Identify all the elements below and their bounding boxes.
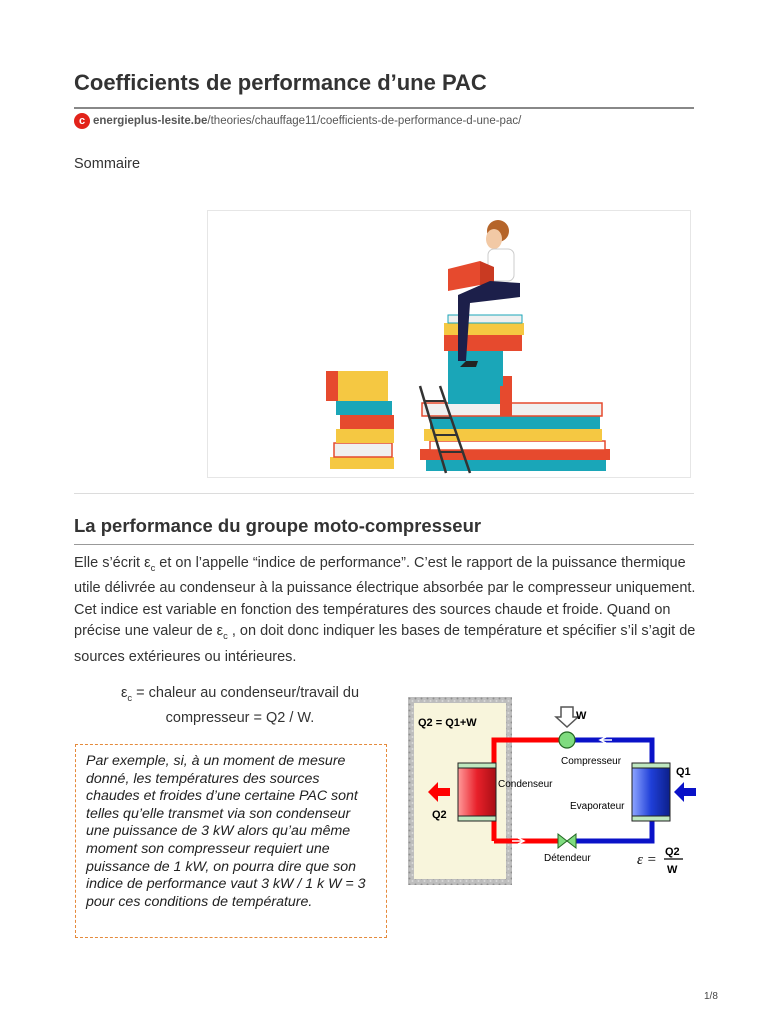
paragraph-part-3: , on doit donc indiquer les bases de température et spécifier s’il s’agit de sources extérieures ou intérieures. bbox=[74, 623, 696, 665]
hero-illustration bbox=[207, 210, 691, 478]
example-text: Par exemple, si, à un moment de mesure donné, les températures des sources chaudes et froides d’une certaine PAC sont telles qu’elle transmet via son condenseur une puissance de 3 kW alors qu’au même moment son compresseur requiert une puissance de 1 kW, on pourra dire que son indice de performance vaut 3 kW / 1 k W = 3 pour ces conditions de température. bbox=[86, 753, 366, 910]
compressor-symbol bbox=[559, 732, 575, 748]
sommaire-link[interactable]: Sommaire bbox=[74, 156, 141, 172]
condenseur-label: Condenseur bbox=[498, 779, 553, 790]
q2-label: Q2 bbox=[432, 809, 447, 821]
evaporator-coil bbox=[632, 763, 670, 821]
source-link[interactable] bbox=[74, 113, 521, 129]
example-callout bbox=[75, 744, 387, 938]
paragraph-part-2: et on l’appelle “indice de performance”. C’est le rapport de la puissance thermique utile délivrée au condenseur à la puissance électrique absorbée par le compresseur uniquement. Cet indice est variable en fonction des températures des sources chaude et froide. Quand on précise une valeur de ε bbox=[74, 555, 696, 640]
section-divider-top bbox=[74, 493, 694, 494]
w-label: W bbox=[576, 710, 587, 722]
section-heading: La performance du groupe moto-compresseur bbox=[74, 515, 482, 536]
reading-woman-books-illustration bbox=[208, 211, 690, 477]
evaporateur-label: Evaporateur bbox=[570, 801, 625, 812]
fraction-numerator: Q2 bbox=[665, 846, 680, 858]
compresseur-label: Compresseur bbox=[561, 756, 622, 767]
q1-label: Q1 bbox=[676, 766, 691, 778]
page-title: Coefficients de performance d’une PAC bbox=[74, 70, 487, 95]
heat-in-arrow-icon bbox=[674, 782, 696, 802]
formula-text: = chaleur au condenseur/travail du compresseur = Q2 / W. bbox=[132, 685, 360, 726]
source-path: /theories/chauffage11/coefficients-de-performance-d-une-pac/ bbox=[207, 115, 522, 127]
formula-definition bbox=[106, 683, 374, 728]
heat-pump-diagram bbox=[408, 697, 718, 887]
section-paragraph bbox=[74, 553, 696, 668]
fraction-denominator: W bbox=[667, 864, 678, 876]
epsilon-subscript: c bbox=[150, 561, 156, 573]
detendeur-label: Détendeur bbox=[544, 853, 591, 864]
section-heading-rule bbox=[74, 544, 694, 545]
expansion-valve-symbol bbox=[558, 834, 576, 848]
c-logo-icon: c bbox=[74, 113, 90, 129]
energy-balance-label: Q2 = Q1+W bbox=[418, 717, 477, 729]
epsilon-subscript-2: c bbox=[223, 630, 228, 642]
formula-epsilon: ε bbox=[120, 685, 128, 701]
page-number: 1/8 bbox=[704, 991, 718, 1002]
formula-subscript: c bbox=[127, 691, 133, 703]
paragraph-part-1: Elle s’écrit ε bbox=[74, 555, 151, 571]
title-divider bbox=[74, 107, 694, 109]
source-domain: energieplus-lesite.be bbox=[93, 115, 208, 127]
condenser-coil bbox=[458, 763, 496, 821]
work-arrow-icon bbox=[556, 707, 578, 727]
epsilon-label: ε = bbox=[637, 852, 657, 868]
